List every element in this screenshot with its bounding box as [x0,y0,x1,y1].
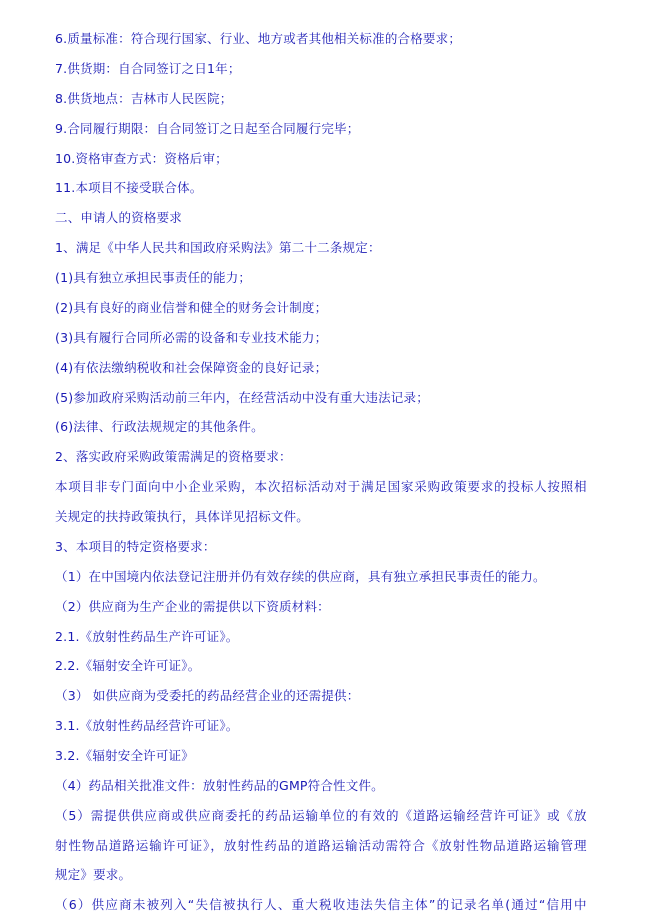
doc-line: (6)法律、行政法规规定的其他条件。 [55,419,264,434]
doc-line: 3.2.《辐射安全许可证》 [55,748,194,763]
doc-line: 11.本项目不接受联合体。 [55,180,203,195]
doc-line: 射性物品道路运输许可证》，放射性药品的道路运输活动需符合《放射性物品道路运输管理 [55,838,587,853]
doc-line: 9.合同履行期限：自合同签订之日起至合同履行完毕； [55,121,360,136]
doc-line: 3、本项目的特定资格要求： [55,539,216,554]
doc-line: （6）供应商未被列入“失信被执行人、重大税收违法失信主体”的记录名单(通过“信用中 [55,897,587,912]
doc-line: (1)具有独立承担民事责任的能力； [55,270,252,285]
doc-line: 规定》要求。 [55,867,132,882]
doc-line: (5)参加政府采购活动前三年内，在经营活动中没有重大违法记录； [55,390,429,405]
doc-line: (3)具有履行合同所必需的设备和专业技术能力； [55,330,328,345]
doc-line: (2)具有良好的商业信誉和健全的财务会计制度； [55,300,328,315]
doc-line: 10.资格审查方式：资格后审； [55,151,228,166]
doc-line: （5）需提供供应商或供应商委托的药品运输单位的有效的《道路运输经营许可证》或《放 [55,808,587,823]
doc-line: 关规定的扶持政策执行，具体详见招标文件。 [55,509,310,524]
doc-line: 2.1.《放射性药品生产许可证》。 [55,629,239,644]
doc-line: (4)有依法缴纳税收和社会保障资金的良好记录； [55,360,328,375]
doc-line: 8.供货地点：吉林市人民医院； [55,91,233,106]
doc-line: 6.质量标准：符合现行国家、行业、地方或者其他相关标准的合格要求； [55,31,462,46]
doc-line: （4）药品相关批准文件：放射性药品的GMP符合性文件。 [55,778,384,793]
section-heading: 二、申请人的资格要求 [55,210,183,225]
doc-line: 2.2.《辐射安全许可证》。 [55,658,201,673]
doc-line: 1、满足《中华人民共和国政府采购法》第二十二条规定： [55,240,381,255]
doc-line: （1）在中国境内依法登记注册并仍有效存续的供应商，具有独立承担民事责任的能力。 [55,569,546,584]
doc-line: （3） 如供应商为受委托的药品经营企业的还需提供： [55,688,360,703]
doc-line: 2、落实政府采购政策需满足的资格要求： [55,449,292,464]
doc-line: 本项目非专门面向中小企业采购，本次招标活动对于满足国家采购政策要求的投标人按照相 [55,479,587,494]
doc-line: 7.供货期：自合同签订之日1年； [55,61,241,76]
doc-line: 3.1.《放射性药品经营许可证》。 [55,718,239,733]
doc-line: （2）供应商为生产企业的需提供以下资质材料： [55,599,330,614]
